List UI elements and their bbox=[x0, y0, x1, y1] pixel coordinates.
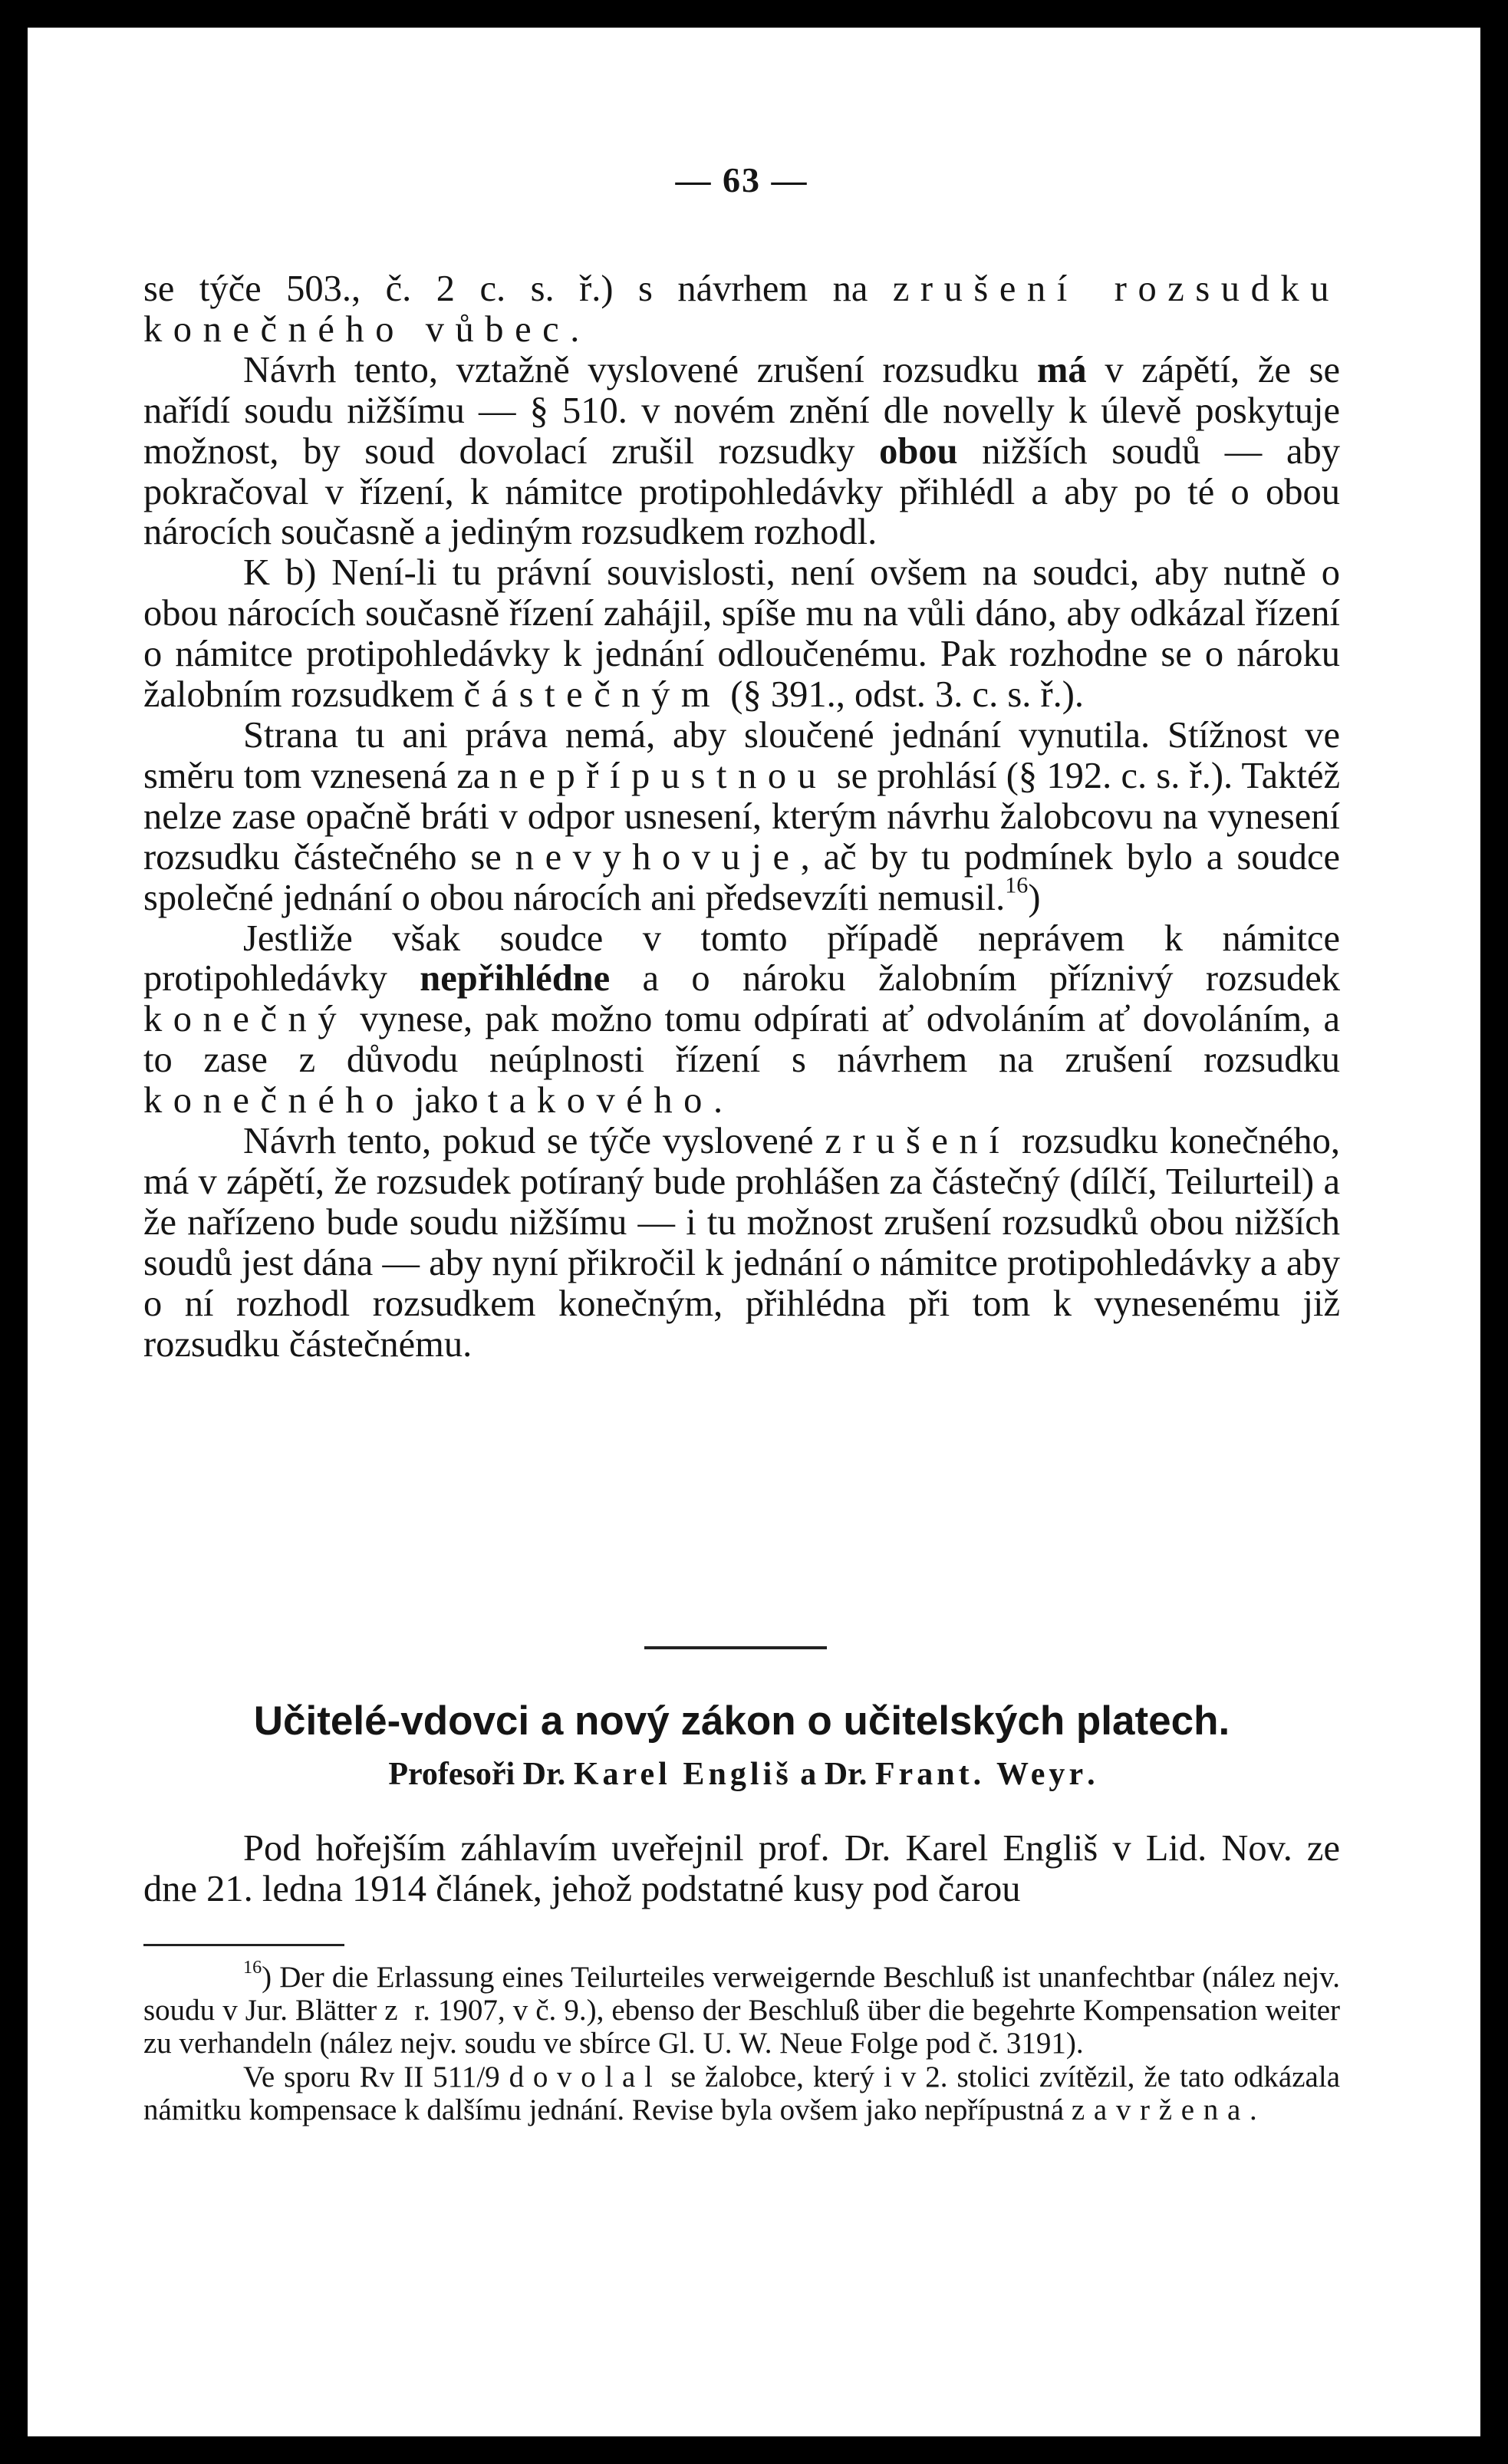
emphasis-spaced: dovolal bbox=[509, 2060, 662, 2093]
footnote-number: 16 bbox=[243, 1956, 262, 1978]
scanned-page bbox=[28, 28, 1480, 2436]
section-divider bbox=[644, 1646, 827, 1649]
main-text bbox=[143, 269, 1340, 1365]
emphasis-spaced: zrušení bbox=[825, 1121, 1011, 1162]
paragraph-5: Jestliže však soudce v tomto případě neprávem k námitce protipohledávky nepřihlédne a o nároku žalobním příznivý rozsudek konečný vynese, pak možno tomu odpírati ať odvoláním ať dovoláním, a to zase z důvodu neúplnosti řízení s návrhem na zrušení rozsudku konečného jako takového. bbox=[143, 917, 1340, 1122]
emphasis-bold: má bbox=[1037, 349, 1087, 390]
paragraph-2: Návrh tento, vztažně vyslovené zrušení rozsudku má v zápětí, že se nařídí soudu nižšímu — § 510. v novém znění dle novelly k úlevě poskytuje možnost, by soud dovolací zrušil rozsudky obou nižších soudů — aby pokračoval v řízení, k námitce protipohledávky přihlédl a aby po té o obou nárocích současně a jediným rozsudkem rozhodl. bbox=[143, 349, 1340, 553]
article-intro: Pod hořejším záhlavím uveřejnil prof. Dr. Karel Engliš v Lid. Nov. ze dne 21. ledna 1914 článek, jehož podstatné kusy pod čarou bbox=[143, 1828, 1340, 1909]
emphasis-spaced: z bbox=[384, 1994, 407, 2028]
emphasis-spaced: nepřípustnou bbox=[499, 755, 828, 796]
emphasis-spaced: nevyhovuje bbox=[515, 836, 801, 878]
emphasis-spaced: konečného bbox=[143, 1080, 406, 1122]
author-name: Karel Engliš bbox=[573, 1757, 792, 1792]
emphasis-bold: nepřihlédne bbox=[420, 958, 611, 1000]
emphasis-spaced: částečným bbox=[463, 674, 722, 716]
footnote-rule bbox=[143, 1944, 344, 1946]
paragraph-6: Návrh tento, pokud se týče vyslovené zrušení rozsudku konečného, má v zápětí, že rozsudek potíraný bude prohlášen za částečný (dílčí, Teilurteil) a že nařízeno bude soudu nižšímu — i tu možnost zrušení rozsudků obou nižších soudů jest dána — aby nyní přikročil k jednání o námitce protipohledávky a aby o ní rozhodl rozsudkem konečným, přihlédna při tom k vynesenému již rozsudku částečnému. bbox=[143, 1121, 1340, 1365]
footnote-16: $^{16}$) Der die Erlassung eines Teilurteiles verweigernde Beschluß ist unanfechtbar (nález nejv. soudu v Jur. Blätter z r. 1907, v č. 9.), ebenso der Beschluß über die begehrte Kompensation weiter zu verhandeln (nález nejv. soudu ve sbírce Gl. U. W. Neue Folge pod č. 3191). bbox=[143, 1956, 1340, 2060]
page-number: — 63 — bbox=[675, 160, 808, 199]
footnote-ref: 16 bbox=[1005, 871, 1029, 898]
article-authors: Profesoři Dr. Karel Engliš a Dr. Frant. Weyr. bbox=[388, 1757, 1095, 1792]
author-name: Frant. Weyr bbox=[874, 1757, 1088, 1792]
footnotes bbox=[143, 1956, 1340, 2126]
emphasis-spaced: zavržena bbox=[1071, 2093, 1250, 2126]
article-text bbox=[143, 1829, 1340, 1910]
emphasis-spaced: konečný bbox=[143, 999, 348, 1040]
emphasis-spaced: zrušení rozsudku konečného vůbec bbox=[143, 268, 1341, 350]
emphasis-spaced: takového bbox=[487, 1080, 713, 1122]
footnote-continuation: Ve sporu Rv II 511/9 dovolal se žalobce, který i v 2. stolici zvítězil, že tato odkázala námitku kompensace k dalšímu jednání. Revise byla ovšem jako nepřípustná zavržena. bbox=[143, 2060, 1340, 2126]
paragraph-4: Strana tu ani práva nemá, aby sloučené jednání vynutila. Stížnost ve směru tom vznesená za nepřípustnou se prohlásí (§ 192. c. s. ř.). Taktéž nelze zase opačně bráti v odpor usnesení, kterým návrhu žalobcovu na vynesení rozsudku částečného se nevyhovuje, ač by tu podmínek bylo a soudce společné jednání o obou nárocích ani předsevzíti nemusil.$^{16}$) bbox=[143, 714, 1340, 918]
emphasis-bold: obou bbox=[879, 430, 958, 472]
paragraph-1: se týče 503., č. 2 c. s. ř.) s návrhem na zrušení rozsudku konečného vůbec. bbox=[143, 268, 1341, 350]
paragraph-3: K b) Není-li tu právní souvislosti, není ovšem na soudci, aby nutně o obou nárocích současně řízení zahájil, spíše mu na vůli dáno, aby odkázal řízení o námitce protipohledávky k jednání odloučenému. Pak rozhodne se o nároku žalobním rozsudkem částečným (§ 391., odst. 3. c. s. ř.). bbox=[143, 552, 1340, 716]
article-title: Učitelé-vdovci a nový zákon o učitelských platech. bbox=[253, 1698, 1230, 1744]
